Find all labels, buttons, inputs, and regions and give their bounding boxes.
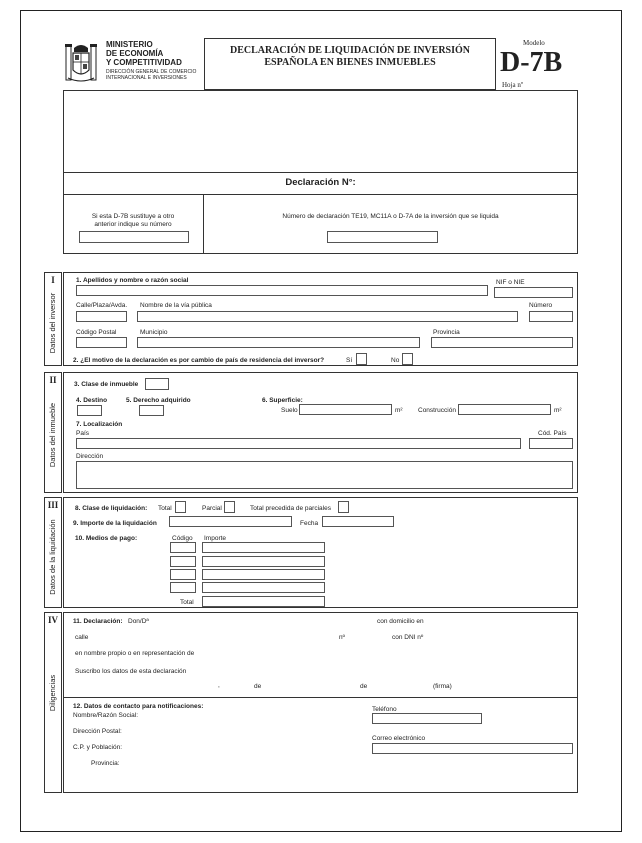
f6-label: 6. Superficie:	[262, 397, 303, 404]
provincia-field[interactable]	[431, 337, 573, 348]
name-field[interactable]	[76, 285, 488, 296]
correo-field[interactable]	[372, 743, 573, 754]
construccion-field[interactable]	[458, 404, 551, 415]
provincia-contact-label: Provincia:	[91, 760, 120, 767]
f4-label: 4. Destino	[76, 397, 108, 404]
directorate-line-2: INTERNACIONAL E INVERSIONES	[106, 75, 187, 81]
telefono-label: Teléfono	[372, 706, 397, 713]
section-ii-roman: II	[49, 375, 57, 385]
f1-label: 1. Apellidos y nombre o razón social	[76, 277, 189, 284]
f5-label: 5. Derecho adquirido	[126, 397, 191, 404]
total-checkbox[interactable]	[175, 501, 186, 513]
total-precedida-checkbox[interactable]	[338, 501, 349, 513]
importe-liquidacion-field[interactable]	[169, 516, 292, 527]
f12-label: 12. Datos de contacto para notificaciones:	[73, 703, 204, 710]
correo-label: Correo electrónico	[372, 735, 426, 742]
importe-field-1[interactable]	[202, 542, 325, 553]
liquidated-declaration-field[interactable]	[327, 231, 438, 243]
total-label: Total	[158, 505, 172, 512]
derecho-field[interactable]	[139, 405, 164, 416]
date-de-2: de	[360, 683, 368, 690]
nombre-contact-label: Nombre/Razón Social:	[73, 712, 139, 719]
section-i-side-label: Datos del inversor	[48, 292, 57, 354]
clase-inmueble-field[interactable]	[145, 378, 169, 390]
via-label: Nombre de la vía pública	[140, 302, 212, 309]
suelo-label: Suelo	[281, 407, 298, 414]
modelo-label: Modelo	[523, 39, 545, 47]
domicilio-label: con domicilio en	[377, 618, 424, 625]
f7-label: 7. Localización	[76, 421, 123, 428]
ministry-name-2: DE ECONOMÍA	[106, 49, 164, 58]
no-checkbox[interactable]	[402, 353, 413, 365]
codigo-field-1[interactable]	[170, 542, 196, 553]
substitute-text-2: anterior indique su número	[94, 221, 172, 228]
cod-pais-field[interactable]	[529, 438, 573, 449]
liquidated-declaration-text: Número de declaración TE19, MC11A o D-7A de la inversión que se liquida	[282, 213, 499, 220]
calle-label: Calle/Plaza/Avda.	[76, 302, 128, 309]
form-title-1: DECLARACIÓN DE LIQUIDACIÓN DE INVERSIÓN	[229, 45, 471, 56]
coat-of-arms-icon	[64, 40, 98, 86]
no-label: No	[391, 357, 400, 364]
direccion-contact-label: Dirección Postal:	[73, 728, 122, 735]
substitute-number-field[interactable]	[79, 231, 189, 243]
ministry-name-3: Y COMPETITIVIDAD	[106, 58, 182, 67]
f9-label: 9. Importe de la liquidación	[73, 520, 157, 527]
si-label: Sí	[346, 357, 353, 364]
direccion-field[interactable]	[76, 461, 573, 489]
fecha-field[interactable]	[322, 516, 394, 527]
importe-header: Importe	[204, 535, 227, 542]
modelo-code: D-7B	[500, 47, 563, 78]
form-title-2: ESPAÑOLA EN BIENES INMUEBLES	[264, 57, 436, 68]
f10-label: 10. Medios de pago:	[75, 535, 138, 542]
section-iii-side-label: Datos de la liquidación	[48, 519, 57, 595]
cp-field[interactable]	[76, 337, 127, 348]
calle-decl-label: calle	[75, 634, 89, 641]
telefono-field[interactable]	[372, 713, 482, 724]
cp-contact-label: C.P. y Población:	[73, 744, 123, 751]
si-checkbox[interactable]	[356, 353, 367, 365]
municipio-field[interactable]	[137, 337, 420, 348]
m2-a-label: m²	[395, 407, 403, 414]
importe-field-3[interactable]	[202, 569, 325, 580]
section-ii-side-label: Datos del inmueble	[48, 402, 57, 468]
codigo-field-3[interactable]	[170, 569, 196, 580]
firma-label: (firma)	[433, 683, 452, 690]
destino-field[interactable]	[77, 405, 102, 416]
f3-label: 3. Clase de inmueble	[74, 381, 139, 388]
ministry-name-1: MINISTERIO	[106, 40, 153, 49]
hoja-label: Hoja nº	[502, 81, 524, 89]
numero-label: Número	[529, 302, 553, 309]
don-label: Don/Dª	[128, 618, 149, 625]
n-label: nº	[339, 634, 345, 641]
suelo-field[interactable]	[299, 404, 392, 415]
nif-field[interactable]	[494, 287, 573, 298]
representacion-label: en nombre propio o en representación de	[75, 650, 195, 657]
parcial-label: Parcial	[202, 505, 222, 512]
substitute-text-1: Si esta D-7B sustituye a otro	[91, 213, 175, 220]
construccion-label: Construcción	[418, 407, 456, 414]
codigo-header: Código	[172, 535, 193, 542]
provincia-label: Provincia	[433, 329, 460, 336]
codigo-field-2[interactable]	[170, 556, 196, 567]
m2-b-label: m²	[554, 407, 562, 414]
direccion-label: Dirección	[76, 453, 104, 460]
importe-total-field[interactable]	[202, 596, 325, 607]
date-comma: ,	[218, 682, 220, 689]
codigo-field-4[interactable]	[170, 582, 196, 593]
numero-field[interactable]	[529, 311, 573, 322]
date-de-1: de	[254, 683, 262, 690]
section-i-roman: I	[51, 275, 55, 285]
cod-pais-label: Cód. País	[538, 430, 567, 437]
total-precedida-label: Total precedida de parciales	[250, 505, 331, 512]
f2-label: 2. ¿El motivo de la declaración es por cambio de país de residencia del inversor?	[73, 357, 325, 364]
importe-field-2[interactable]	[202, 556, 325, 567]
fecha-label: Fecha	[300, 520, 319, 527]
importe-field-4[interactable]	[202, 582, 325, 593]
f11-label: 11. Declaración:	[73, 618, 123, 625]
pais-label: País	[76, 430, 90, 437]
dni-label: con DNI nº	[392, 634, 424, 641]
declaration-number-title: Declaración N°:	[285, 177, 356, 188]
nif-label: NIF o NIE	[496, 279, 525, 286]
section-iv-side-label: Diligencias	[48, 674, 57, 712]
pais-field[interactable]	[76, 438, 521, 449]
parcial-checkbox[interactable]	[224, 501, 235, 513]
total-sum-label: Total	[180, 599, 194, 606]
f8-label: 8. Clase de liquidación:	[75, 505, 148, 512]
via-field[interactable]	[137, 311, 518, 322]
section-iv-roman: IV	[47, 615, 58, 625]
section-iii-roman: III	[47, 500, 59, 510]
municipio-label: Municipio	[140, 329, 168, 336]
cp-label: Código Postal	[76, 329, 117, 336]
calle-field[interactable]	[76, 311, 127, 322]
suscribo-label: Suscribo los datos de esta declaración	[75, 668, 187, 675]
directorate-line-1: DIRECCIÓN GENERAL DE COMERCIO	[106, 69, 197, 75]
